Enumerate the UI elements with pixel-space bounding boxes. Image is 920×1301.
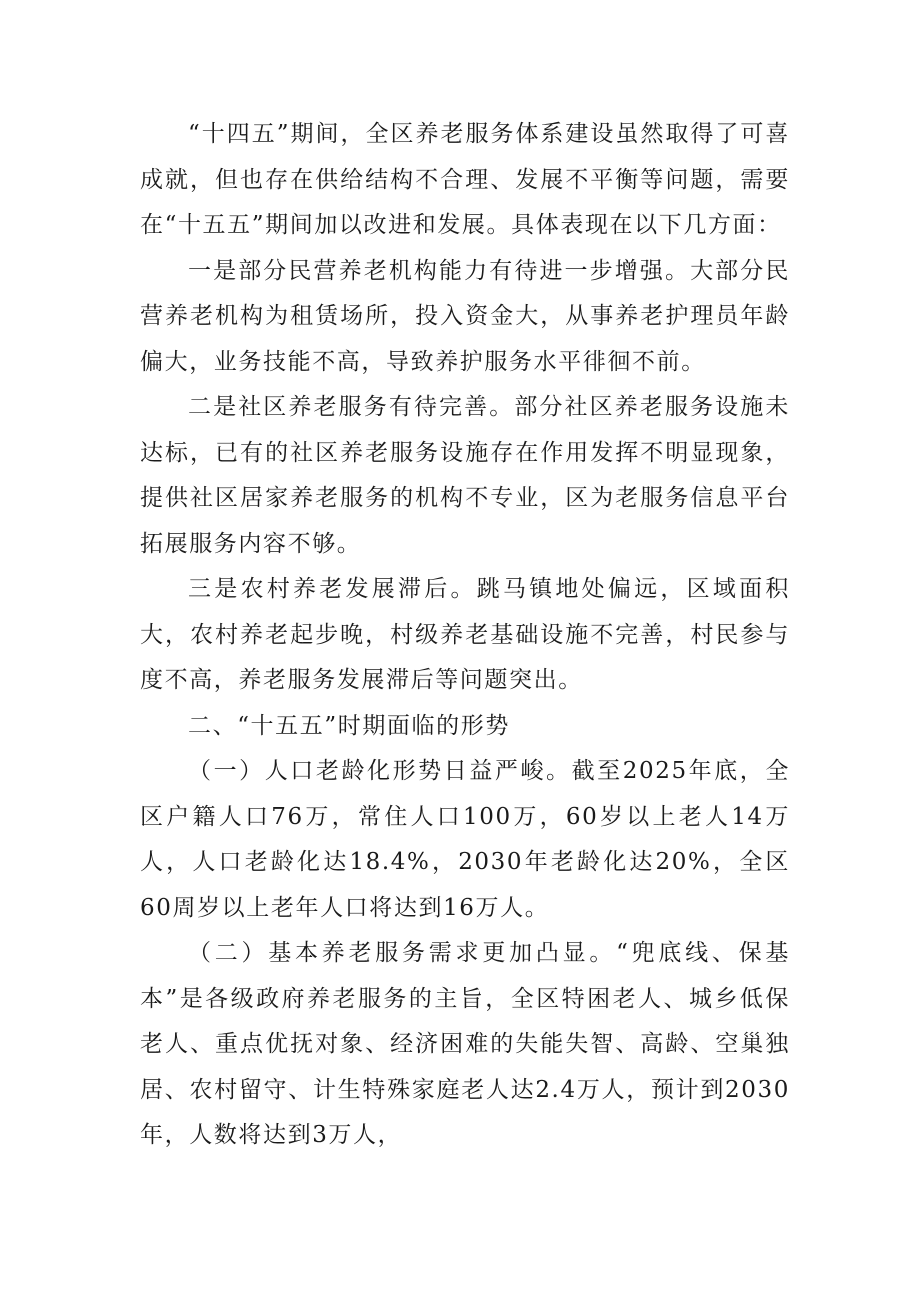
paragraph-private-institutions: 一是部分民营养老机构能力有待进一步增强。大部分民营养老机构为租赁场所，投入资金大，从事养老护理员年龄偏大，业务技能不高，导致养护服务水平徘徊不前。 <box>140 257 790 375</box>
document-body <box>140 112 790 1159</box>
subsection-basic-service-demand: （二）基本养老服务需求更加凸显。“兜底线、保基本”是各级政府养老服务的主旨，全区特困老人、城乡低保老人、重点优抚对象、经济困难的失能失智、高龄、空巢独居、农村留守、计生特殊家庭老人达2.4万人，预计到2030年，人数将达到3万人， <box>140 940 790 1148</box>
paragraph-intro: “十四五”期间，全区养老服务体系建设虽然取得了可喜成就，但也存在供给结构不合理、发展不平衡等问题，需要在“十五五”期间加以改进和发展。具体表现在以下几方面： <box>140 121 790 238</box>
section-heading: 二、“十五五”时期面临的形势 <box>188 712 510 739</box>
paragraph-community-services: 二是社区养老服务有待完善。部分社区养老服务设施未达标，已有的社区养老服务设施存在作用发挥不明显现象，提供社区居家养老服务的机构不专业，区为老服务信息平台拓展服务内容不够。 <box>140 394 790 557</box>
paragraph-rural-elderly-care: 三是农村养老发展滞后。跳马镇地处偏远，区域面积大，农村养老起步晚，村级养老基础设施不完善，村民参与度不高，养老服务发展滞后等问题突出。 <box>140 576 790 693</box>
subsection-aging-population: （一）人口老龄化形势日益严峻。截至2025年底，全区户籍人口76万，常住人口100万，60岁以上老人14万人，人口老龄化达18.4%，2030年老龄化达20%，全区60周岁以上老年人口将达到16万人。 <box>140 758 790 921</box>
